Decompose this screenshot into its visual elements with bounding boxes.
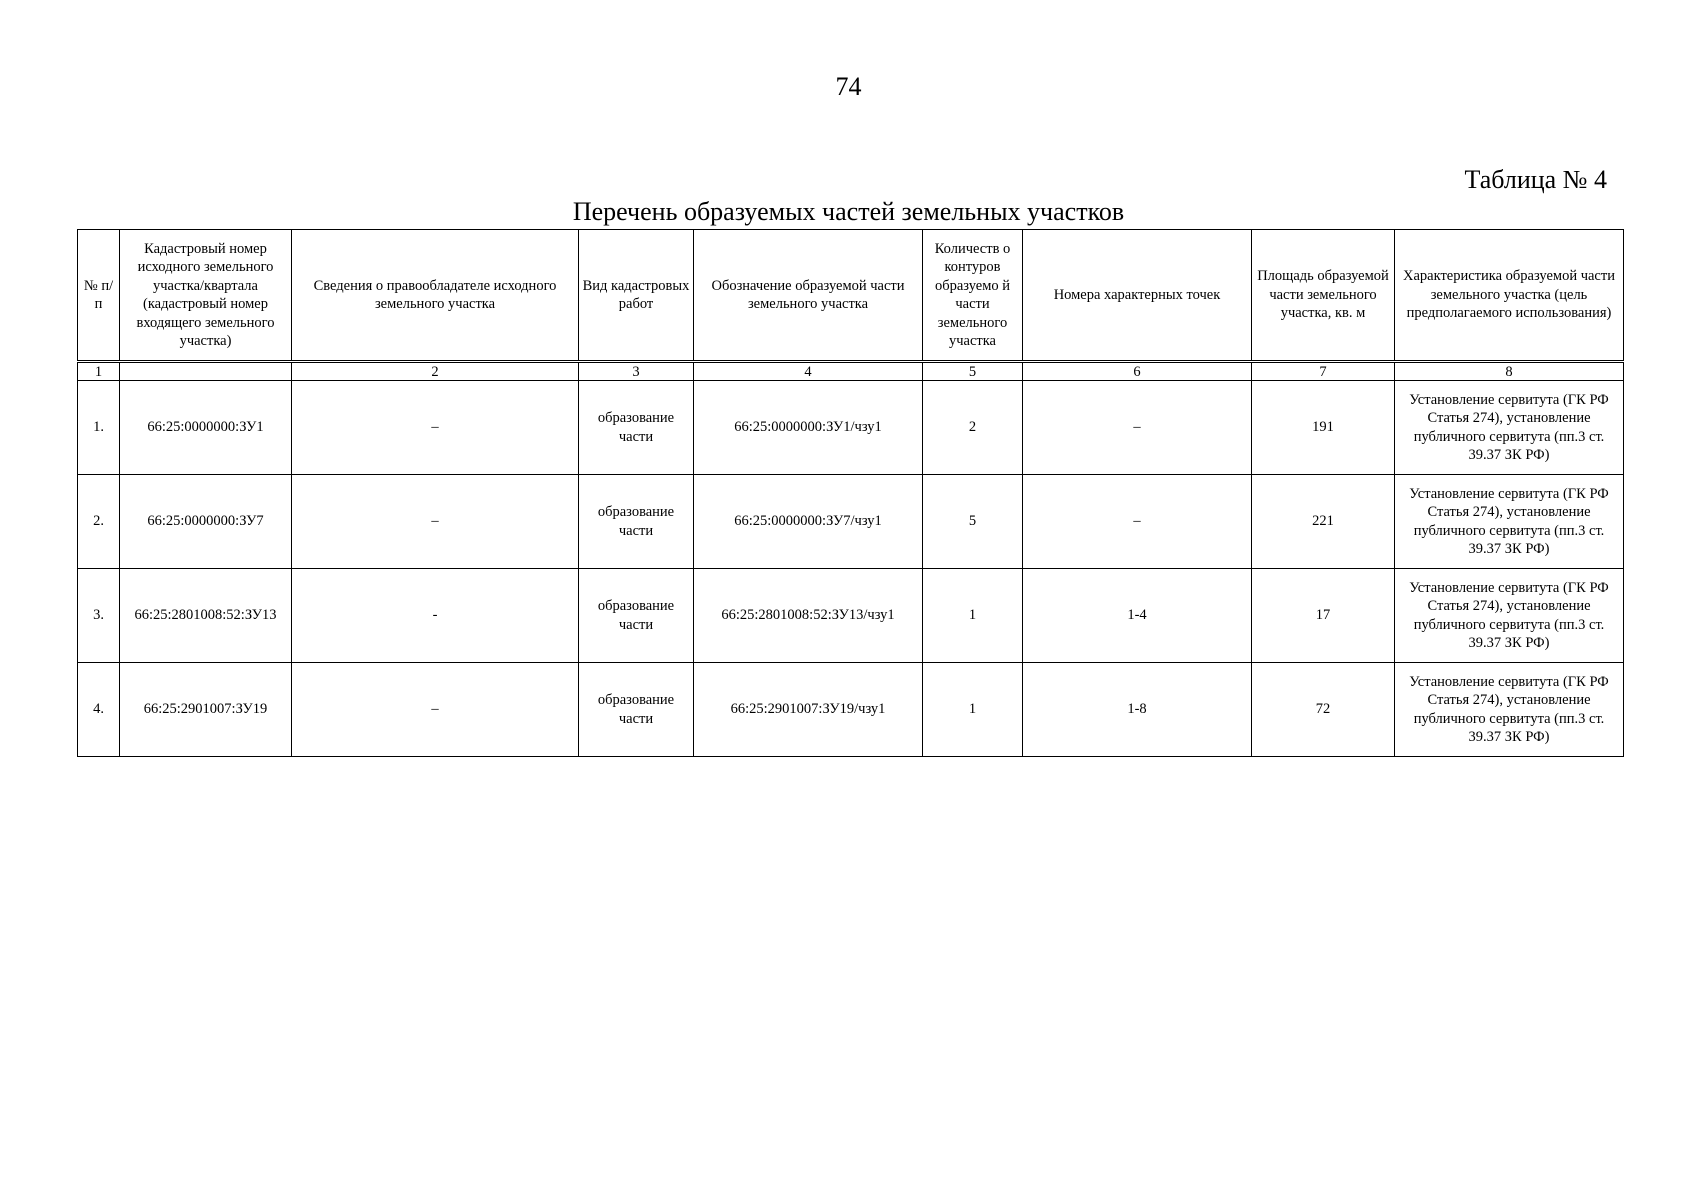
col-number: 7 (1252, 362, 1395, 381)
cell-designation: 66:25:2801008:52:ЗУ13/чзу1 (694, 569, 923, 663)
cell-purpose: Установление сервитута (ГК РФ Статья 274), установление публичного сервитута (пп.3 ст. 39.37 ЗК РФ) (1395, 663, 1624, 757)
cell-owner: - (292, 569, 579, 663)
col-header-contours: Количеств о контуров образуемо й части земельного участка (923, 230, 1023, 362)
cell-contours: 1 (923, 569, 1023, 663)
col-number: 5 (923, 362, 1023, 381)
col-number: 8 (1395, 362, 1624, 381)
cell-num: 3. (78, 569, 120, 663)
cell-designation: 66:25:0000000:ЗУ7/чзу1 (694, 475, 923, 569)
cell-area: 17 (1252, 569, 1395, 663)
cell-contours: 2 (923, 381, 1023, 475)
col-header-area: Площадь образуемой части земельного участка, кв. м (1252, 230, 1395, 362)
table-title: Перечень образуемых частей земельных участков (572, 197, 1125, 226)
cell-owner: – (292, 475, 579, 569)
cell-num: 2. (78, 475, 120, 569)
cell-contours: 5 (923, 475, 1023, 569)
col-number: 3 (579, 362, 694, 381)
cell-designation: 66:25:0000000:ЗУ1/чзу1 (694, 381, 923, 475)
cell-points: – (1023, 475, 1252, 569)
col-header-designation: Обозначение образуемой части земельного участка (694, 230, 923, 362)
cell-num: 4. (78, 663, 120, 757)
cell-cadastral: 66:25:2801008:52:ЗУ13 (120, 569, 292, 663)
cell-purpose: Установление сервитута (ГК РФ Статья 274), установление публичного сервитута (пп.3 ст. 39.37 ЗК РФ) (1395, 569, 1624, 663)
table-row (78, 475, 1624, 569)
table-row (78, 381, 1624, 475)
cell-points: – (1023, 381, 1252, 475)
col-header-cadastral: Кадастровый номер исходного земельного участка/квартала (кадастровый номер входящего земельного участка) (120, 230, 292, 362)
col-header-work-type: Вид кадастровых работ (579, 230, 694, 362)
cell-work-type: образование части (579, 475, 694, 569)
parts-table (77, 229, 1624, 757)
cell-area: 221 (1252, 475, 1395, 569)
cell-designation: 66:25:2901007:ЗУ19/чзу1 (694, 663, 923, 757)
cell-num: 1. (78, 381, 120, 475)
cell-work-type: образование части (579, 381, 694, 475)
cell-points: 1-4 (1023, 569, 1252, 663)
col-number (120, 362, 292, 381)
col-number: 2 (292, 362, 579, 381)
col-number: 1 (78, 362, 120, 381)
cell-purpose: Установление сервитута (ГК РФ Статья 274), установление публичного сервитута (пп.3 ст. 39.37 ЗК РФ) (1395, 475, 1624, 569)
cell-contours: 1 (923, 663, 1023, 757)
page-number: 74 (835, 72, 862, 101)
header-row (78, 230, 1624, 362)
column-number-row (78, 362, 1624, 381)
cell-area: 72 (1252, 663, 1395, 757)
col-header-points: Номера характерных точек (1023, 230, 1252, 362)
cell-cadastral: 66:25:0000000:ЗУ7 (120, 475, 292, 569)
cell-work-type: образование части (579, 663, 694, 757)
cell-cadastral: 66:25:0000000:ЗУ1 (120, 381, 292, 475)
col-header-num: № п/п (78, 230, 120, 362)
table-row (78, 569, 1624, 663)
cell-area: 191 (1252, 381, 1395, 475)
table-row (78, 663, 1624, 757)
cell-purpose: Установление сервитута (ГК РФ Статья 274), установление публичного сервитута (пп.3 ст. 39.37 ЗК РФ) (1395, 381, 1624, 475)
cell-points: 1-8 (1023, 663, 1252, 757)
col-number: 6 (1023, 362, 1252, 381)
col-header-purpose: Характеристика образуемой части земельного участка (цель предполагаемого использования) (1395, 230, 1624, 362)
cell-owner: – (292, 663, 579, 757)
cell-owner: – (292, 381, 579, 475)
col-header-owner: Сведения о правообладателе исходного земельного участка (292, 230, 579, 362)
table-label: Таблица № 4 (1464, 165, 1607, 194)
cell-cadastral: 66:25:2901007:ЗУ19 (120, 663, 292, 757)
col-number: 4 (694, 362, 923, 381)
cell-work-type: образование части (579, 569, 694, 663)
